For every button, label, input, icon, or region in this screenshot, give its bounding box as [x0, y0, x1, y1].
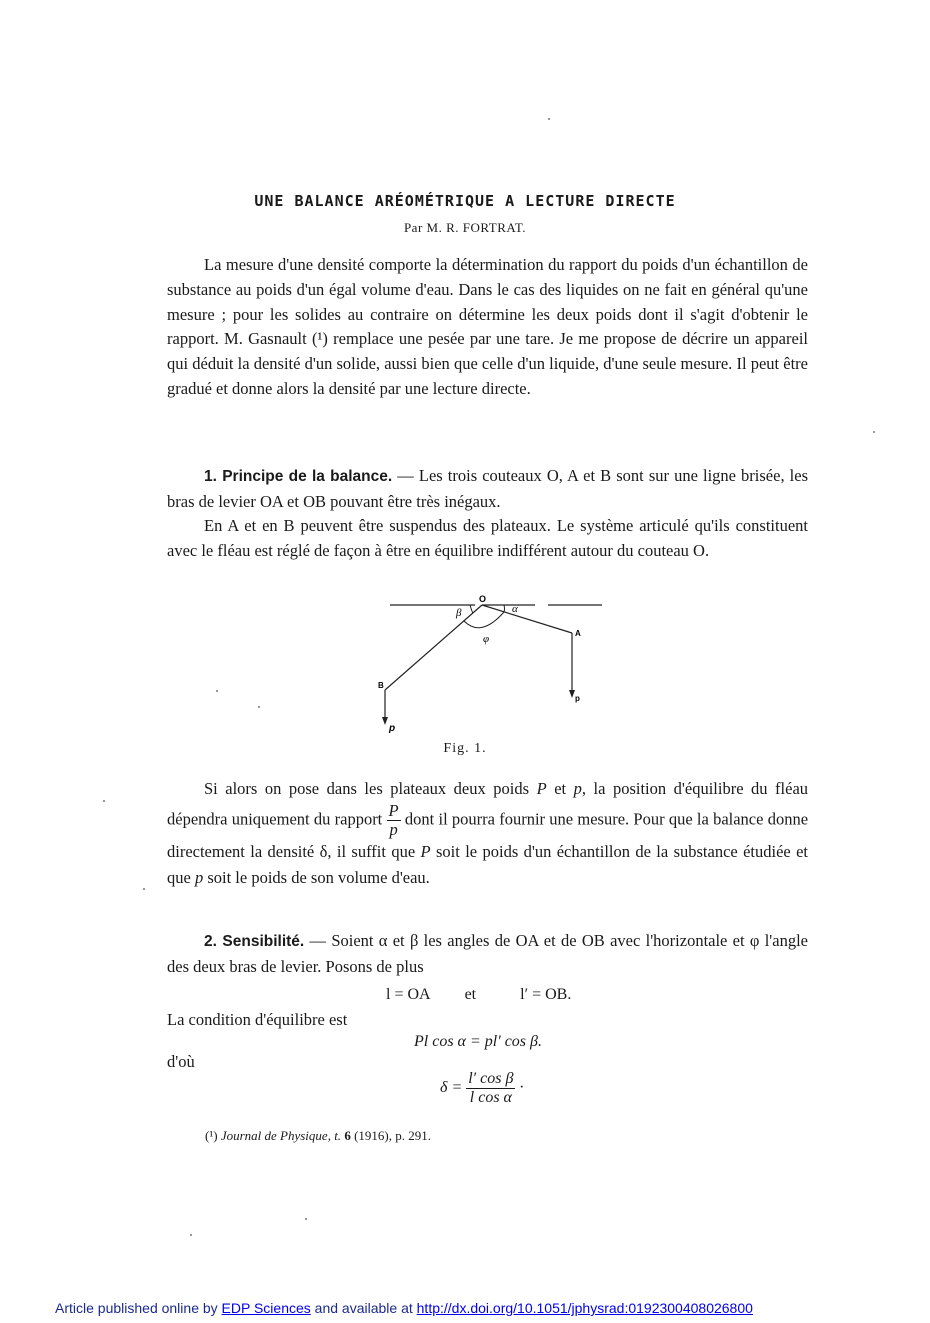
label-beta: β	[456, 607, 462, 619]
para3-part2: , la position d'équilibre du fléau dépendra uniquement du rapport	[167, 779, 809, 829]
var-p-2: p	[194, 868, 204, 887]
footer-text1: Article published online by	[55, 1300, 218, 1316]
para3	[167, 776, 808, 891]
para3-part1: Si alors on pose dans les plateaux deux poids	[204, 779, 530, 798]
paper-title: UNE BALANCE ARÉOMÉTRIQUE A LECTURE DIRECTE	[254, 192, 676, 210]
ratio-num: P	[388, 801, 399, 820]
eq3-den: l cos α	[469, 1089, 512, 1106]
var-P: P	[536, 779, 547, 798]
footnote-rest-pre: , t.	[327, 1128, 342, 1143]
eq1-et: et	[464, 986, 477, 1003]
eq3-num: l′ cos β	[468, 1070, 514, 1087]
footnote-volume: 6	[344, 1128, 351, 1143]
condition-text: La condition d'équilibre est	[167, 1010, 348, 1029]
edp-link[interactable]: EDP Sciences	[221, 1300, 311, 1316]
label-alpha: α	[512, 603, 518, 615]
beta-arc	[470, 605, 473, 613]
eq3-lhs: δ =	[440, 1079, 463, 1097]
phi-arc	[464, 612, 504, 628]
section2-heading: 2. Sensibilité.	[204, 933, 305, 950]
label-A: A	[575, 629, 581, 638]
footnote-mark: (¹)	[205, 1128, 218, 1143]
eq1-right: l′ = OB.	[520, 986, 572, 1003]
section1-heading: 1. Principe de la balance.	[204, 468, 393, 485]
para3-part3: dont il pourra fournir une mesure. Pour que la balance donne directement la densité δ, il suffit que	[167, 809, 809, 861]
footnote	[205, 1128, 431, 1144]
balance-figure	[380, 592, 610, 737]
label-p-left: p	[389, 723, 396, 734]
intro-paragraph	[167, 253, 808, 402]
label-B: B	[378, 681, 384, 690]
section1-paragraph	[167, 464, 808, 515]
alpha-arc	[504, 605, 505, 612]
para3-part4: soit le poids d'un échantillon de la substance étudiée et que	[167, 842, 809, 887]
arrow-left	[382, 717, 388, 725]
label-phi: φ	[483, 633, 490, 645]
para3-et: et	[554, 779, 567, 798]
doi-link[interactable]: http://dx.doi.org/10.1051/jphysrad:0192300408026800	[416, 1300, 753, 1316]
intro-text: La mesure d'une densité comporte la détermination du rapport du poids d'un échantillon de substance au poids d'un égal volume d'eau. Dans le cas des liquides on ne fait en général qu'une mesure ; pour les solides au contraire on détermine les deux poids dont il s'agit d'obtenir le rapport. M. Gasnault (¹) remplace une pesée par une tare. Je me propose de décrire un appareil qui déduit la densité d'un solide, aussi bien que celle d'un liquide, d'une seule mesure. Il peut être gradué et donne alors la densité par une lecture directe.	[167, 255, 808, 398]
footer-bar	[55, 1300, 753, 1316]
para3-part5: soit le poids de son volume d'eau.	[207, 868, 430, 887]
figure-caption: Fig. 1.	[443, 741, 487, 756]
ratio-den: p	[389, 820, 398, 839]
footer-text2: and available at	[314, 1300, 413, 1316]
section1-text: — Les trois couteaux O, A et B sont sur une ligne brisée, les bras de levier OA et OB pouvant être très inégaux.	[167, 466, 808, 511]
var-P-2: P	[420, 842, 431, 861]
arm-OA	[482, 605, 572, 633]
equilibrium-equation: Pl cos α = pl′ cos β.	[414, 1033, 542, 1050]
eq1-left: l = OA	[386, 986, 431, 1003]
section1-paragraph2	[167, 514, 808, 564]
section1-para2-text: En A et en B peuvent être suspendus des plateaux. Le système articulé qu'ils constituent avec le fléau est réglé de façon à être en équilibre indifférent autour du couteau O.	[167, 516, 808, 560]
dou-text: d'où	[167, 1052, 195, 1071]
ratio-fraction	[387, 802, 401, 839]
section2-paragraph	[167, 929, 808, 980]
label-O: O	[479, 594, 487, 604]
label-p-right: p	[575, 694, 580, 703]
density-equation	[440, 1070, 523, 1107]
footnote-rest: (1916), p. 291.	[350, 1128, 431, 1143]
var-p: p	[573, 779, 582, 798]
eq3-fraction	[466, 1070, 515, 1107]
eq1	[386, 986, 571, 1004]
section2-text: — Soient α et β les angles de OA et de OB avec l'horizontale et φ l'angle des deux bras de levier. Posons de plus	[167, 931, 808, 976]
eq3-tail: ·	[519, 1079, 524, 1097]
paper-author: Par M. R. FORTRAT.	[403, 220, 527, 235]
arm-OB	[385, 605, 482, 690]
footnote-journal: Journal de Physique	[220, 1128, 328, 1143]
